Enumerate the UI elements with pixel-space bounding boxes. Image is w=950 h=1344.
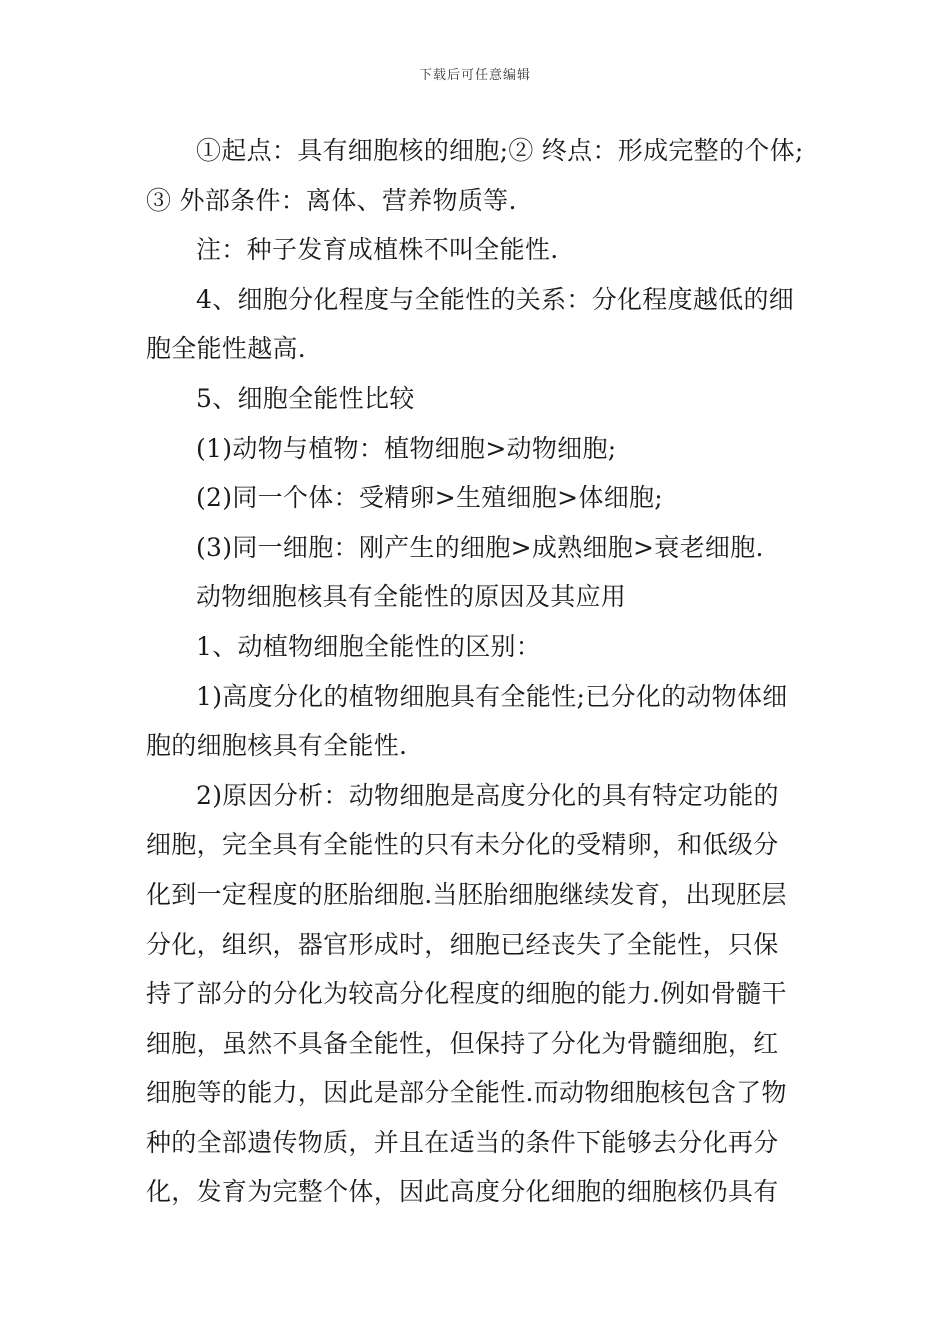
- paragraph-line: 2)原因分析：动物细胞是高度分化的具有特定功能的: [196, 780, 779, 810]
- section-heading: 动物细胞核具有全能性的原因及其应用: [196, 582, 627, 612]
- page-header: 下载后可任意编辑: [418, 68, 531, 83]
- paragraph-line: 胞的细胞核具有全能性.: [146, 731, 408, 761]
- paragraph-line: 5、细胞全能性比较: [196, 383, 415, 413]
- paragraph-line: 1、动植物细胞全能性的区别：: [196, 631, 542, 661]
- paragraph-line: 细胞，虽然不具备全能性，但保持了分化为骨髓细胞，红: [146, 1028, 779, 1058]
- paragraph-line: 种的全部遗传物质，并且在适当的条件下能够去分化再分: [146, 1127, 779, 1157]
- paragraph-line: 化，发育为完整个体，因此高度分化细胞的细胞核仍具有: [146, 1177, 779, 1207]
- paragraph-line: 细胞，完全具有全能性的只有未分化的受精卵，和低级分: [146, 830, 779, 860]
- paragraph-line: 细胞等的能力，因此是部分全能性.而动物细胞核包含了物: [146, 1078, 787, 1108]
- paragraph-line: 持了部分的分化为较高分化程度的细胞的能力.例如骨髓干: [146, 979, 787, 1009]
- paragraph-line: 注：种子发育成植株不叫全能性.: [196, 235, 559, 265]
- paragraph-line: ①起点：具有细胞核的细胞;② 终点：形成完整的个体;: [196, 136, 804, 165]
- paragraph-line: 化到一定程度的胚胎细胞.当胚胎细胞继续发育，出现胚层: [146, 879, 787, 909]
- paragraph-line: 4、细胞分化程度与全能性的关系：分化程度越低的细: [196, 284, 795, 314]
- paragraph-line: (2)同一个体：受精卵>生殖细胞>体细胞;: [196, 483, 664, 513]
- paragraph-line: (3)同一细胞：刚产生的细胞>成熟细胞>衰老细胞.: [196, 532, 764, 562]
- document-body: [146, 126, 816, 1217]
- paragraph-line: 胞全能性越高.: [146, 334, 307, 364]
- paragraph-line: ③ 外部条件：离体、营养物质等.: [146, 185, 517, 215]
- paragraph-line: 分化，组织，器官形成时，细胞已经丧失了全能性，只保: [146, 929, 779, 959]
- paragraph-line: 1)高度分化的植物细胞具有全能性;已分化的动物体细: [196, 681, 788, 711]
- paragraph-line: (1)动物与植物：植物细胞>动物细胞;: [196, 433, 617, 463]
